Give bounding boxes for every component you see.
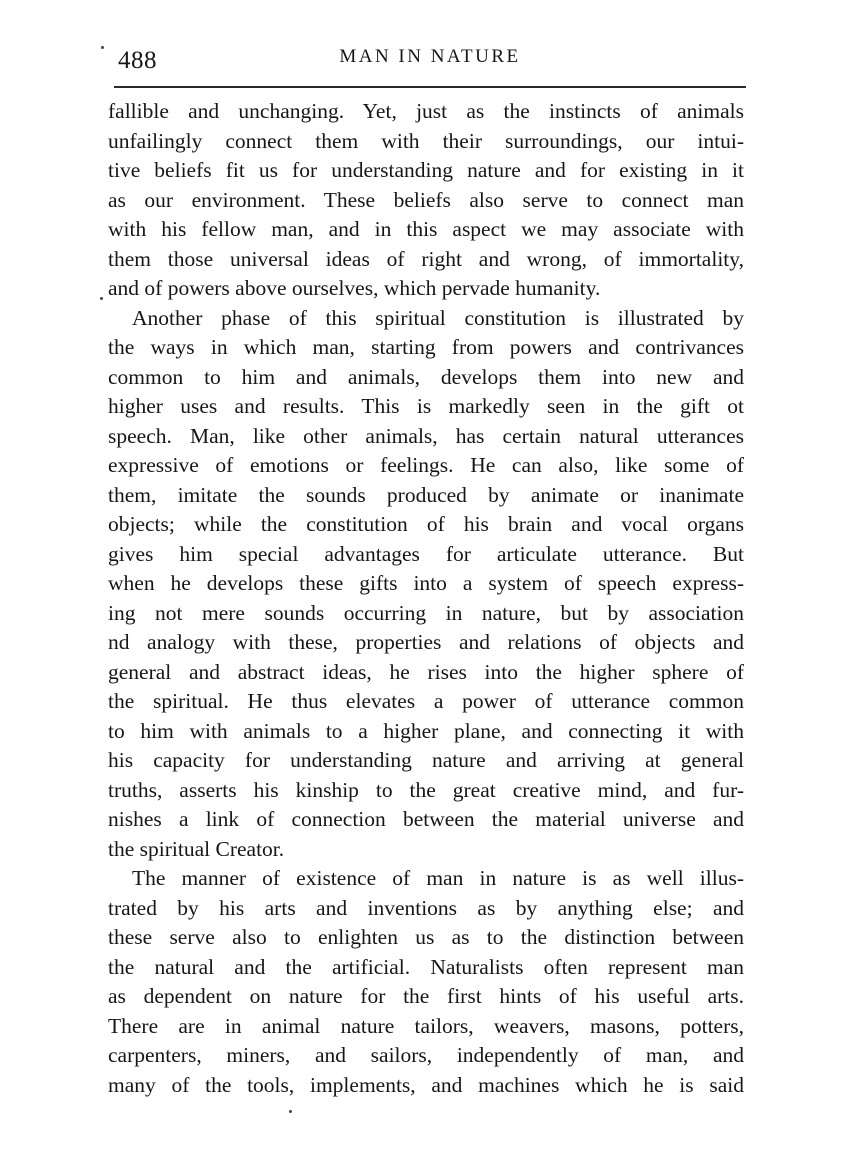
text-line: the spiritual. He thus elevates a power of utterance common [108,689,744,713]
text-line: general and abstract ideas, he rises into the higher sphere of [108,659,744,684]
text-line: common to him and animals, develops them into new and [108,364,744,389]
text-line: nishes a link of connection between the material universe and [108,807,744,831]
text-line: with his fellow man, and in this aspect we may associate with [108,217,744,241]
print-speck [289,1110,292,1113]
text-line: them those universal ideas of right and wrong, of immortality, [108,246,744,271]
text-line: unfailingly connect them with their surroundings, our intui- [108,128,744,153]
paragraph-end-line: the spiritual Creator. [108,836,285,861]
text-line: tive beliefs fit us for understanding nature and for existing in it [108,158,744,182]
text-line: ing not mere sounds occurring in nature, but by association [108,600,744,625]
text-line: objects; while the constitution of his brain and vocal organs [108,512,744,536]
text-line: There are in animal nature tailors, weavers, masons, potters, [108,1013,744,1038]
text-line: gives him special advantages for articulate utterance. But [108,541,744,566]
paragraph-start-line: The manner of existence of man in nature is as well illus- [132,866,744,890]
page-number: 488 [118,47,157,74]
text-line: speech. Man, like other animals, has certain natural utterances [108,423,744,448]
print-speck [101,46,104,49]
text-line: to him with animals to a higher plane, and connecting it with [108,718,744,743]
text-line: these serve also to enlighten us as to the distinction between [108,925,744,949]
header-rule [114,86,746,88]
body-text [108,97,744,1100]
text-line: truths, asserts his kinship to the great creative mind, and fur- [108,777,744,802]
text-line: nd analogy with these, properties and relations of objects and [108,630,744,654]
text-line: as dependent on nature for the first hints of his useful arts. [108,984,744,1008]
running-title: MAN IN NATURE [339,46,521,67]
text-line: them, imitate the sounds produced by animate or inanimate [108,482,744,507]
text-line: his capacity for understanding nature and arriving at general [108,748,744,772]
text-line: expressive of emotions or feelings. He can also, like some of [108,453,744,477]
text-line: fallible and unchanging. Yet, just as the instincts of animals [108,99,744,123]
text-line: trated by his arts and inventions as by anything else; and [108,895,744,920]
text-line: higher uses and results. This is markedly seen in the gift ot [108,394,744,418]
text-line: as our environment. These beliefs also serve to connect man [108,187,744,212]
text-line: the natural and the artificial. Naturalists often represent man [108,954,744,979]
print-speck [100,297,103,300]
text-line: many of the tools, implements, and machines which he is said [108,1072,744,1097]
paragraph-start-line: Another phase of this spiritual constitution is illustrated by [132,305,744,330]
text-line: the ways in which man, starting from powers and contrivances [108,335,744,359]
paragraph-end-line: and of powers above ourselves, which pervade humanity. [108,276,601,300]
text-line: carpenters, miners, and sailors, independently of man, and [108,1043,744,1067]
text-line: when he develops these gifts into a system of speech express- [108,571,744,595]
